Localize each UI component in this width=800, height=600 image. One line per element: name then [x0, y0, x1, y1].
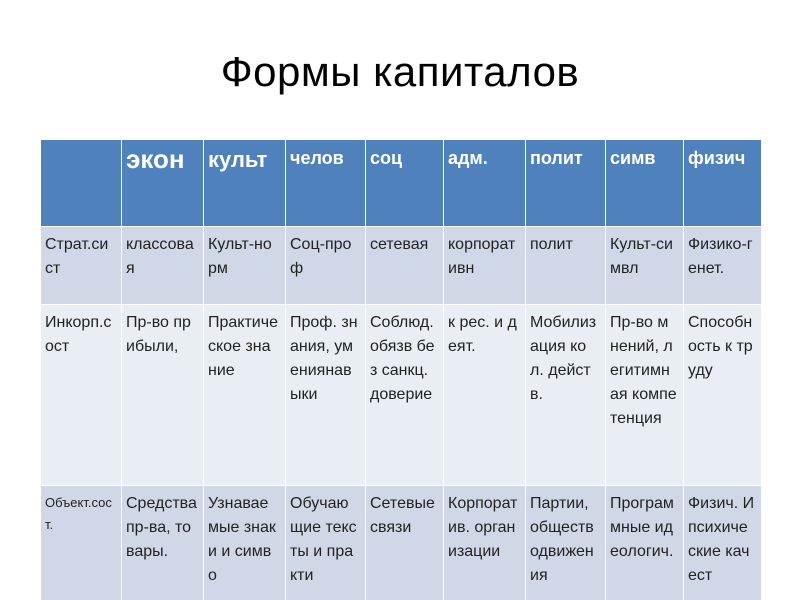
header-cell-admin: адм. — [444, 140, 526, 227]
header-cell-human: челов — [286, 140, 366, 227]
table-cell: Способность к труду — [684, 305, 762, 486]
table-cell: Обучающие тексты и практи — [286, 486, 366, 600]
row-label: Объект.сост. — [41, 486, 122, 600]
header-cell-econ: экон — [122, 140, 204, 227]
table-cell: Мобилизация кол. действ. — [526, 305, 606, 486]
table-cell: Пр-во прибыли, — [122, 305, 204, 486]
header-cell-symb: симв — [606, 140, 684, 227]
table-cell: Физико-генет. — [684, 227, 762, 305]
header-cell-corner — [41, 140, 122, 227]
table-cell: Средства пр-ва, товары. — [122, 486, 204, 600]
table-cell: Узнаваемые знаки и симво — [204, 486, 286, 600]
table-cell: корпоративн — [444, 227, 526, 305]
table-row — [41, 227, 762, 305]
header-row — [41, 140, 762, 227]
table-cell: к рес. и деят. — [444, 305, 526, 486]
table-row — [41, 305, 762, 486]
table-cell: Соблюд. обязв без санкц. доверие — [366, 305, 444, 486]
table-cell: Корпоратив. организации — [444, 486, 526, 600]
table-cell: Партии, обществодвижения — [526, 486, 606, 600]
header-cell-phys: физич — [684, 140, 762, 227]
row-label: Инкорп.сост — [41, 305, 122, 486]
slide-title: Формы капиталов — [220, 48, 580, 95]
table-cell: полит — [526, 227, 606, 305]
header-cell-polit: полит — [526, 140, 606, 227]
table-cell: Программные идеологич. — [606, 486, 684, 600]
row-label: Страт.сист — [41, 227, 122, 305]
table-cell: Культ-норм — [204, 227, 286, 305]
table-cell: Сетевые связи — [366, 486, 444, 600]
capitals-table — [40, 139, 762, 600]
table-cell: Проф. знания, умениянавыки — [286, 305, 366, 486]
table-cell: сетевая — [366, 227, 444, 305]
table-cell: Соц-проф — [286, 227, 366, 305]
header-cell-social: соц — [366, 140, 444, 227]
table-cell: Физич. И психические качест — [684, 486, 762, 600]
table-cell: Пр-во мнений, легитимная компетенция — [606, 305, 684, 486]
table-cell: Практическое знание — [204, 305, 286, 486]
table-cell: Культ-симвл — [606, 227, 684, 305]
table-cell: классовая — [122, 227, 204, 305]
table-row — [41, 486, 762, 600]
header-cell-cult: культ — [204, 140, 286, 227]
